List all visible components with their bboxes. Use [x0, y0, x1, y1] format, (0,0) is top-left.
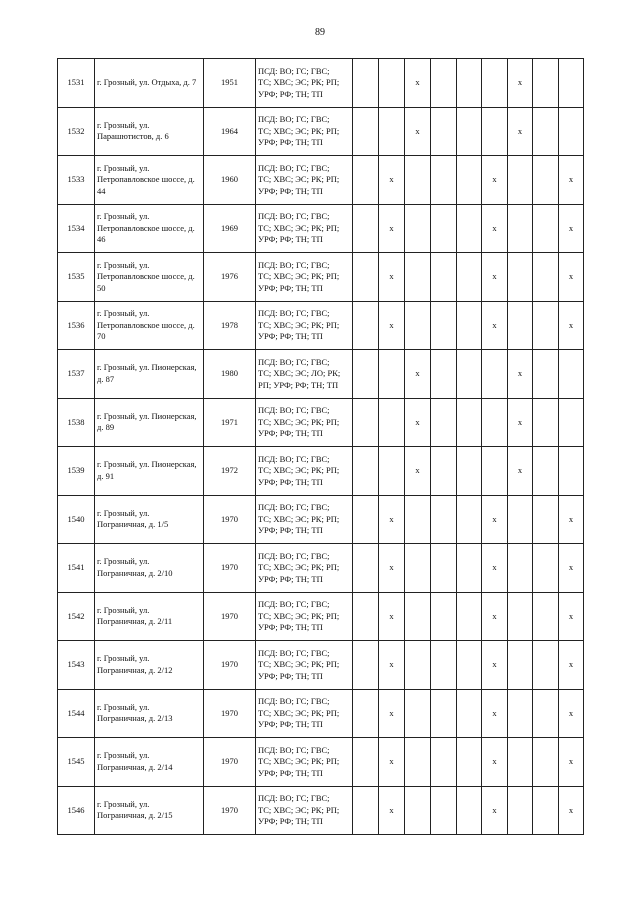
- mark-cell: [508, 738, 533, 787]
- mark-cell: [379, 107, 405, 156]
- mark-cell: [508, 592, 533, 641]
- mark-cell: [431, 495, 457, 544]
- mark-cell: [353, 447, 379, 496]
- mark-cell: x: [559, 641, 584, 690]
- systems-line: УРФ; РФ; ТН; ТП: [258, 234, 323, 244]
- mark-cell: [431, 447, 457, 496]
- table-row: [58, 786, 584, 835]
- address-cell: г. Грозный, ул. Пограничная, д. 2/10: [95, 544, 204, 593]
- systems-line: УРФ; РФ; ТН; ТП: [258, 816, 323, 826]
- systems-line: ТС; ХВС; ЭС; РК; РП;: [258, 513, 340, 524]
- mark-cell: x: [482, 786, 508, 835]
- housing-register-table: [57, 58, 584, 835]
- systems-line: ТС; ХВС; ЭС; РК; РП;: [258, 125, 340, 136]
- mark-cell: [559, 59, 584, 108]
- systems-cell: [256, 544, 353, 593]
- table-row: [58, 398, 584, 447]
- year-cell: 1964: [204, 107, 256, 156]
- mark-cell: [405, 253, 431, 302]
- mark-cell: x: [482, 301, 508, 350]
- mark-cell: [559, 447, 584, 496]
- systems-line: ТС; ХВС; ЭС; РК; РП;: [258, 222, 340, 233]
- mark-cell: [508, 786, 533, 835]
- mark-cell: [533, 689, 559, 738]
- systems-line: ПСД: ВО; ГС; ГВС;: [258, 793, 330, 803]
- row-number-cell: 1531: [58, 59, 95, 108]
- systems-line: ТС; ХВС; ЭС; РК; РП;: [258, 707, 340, 718]
- table-row: [58, 350, 584, 399]
- systems-line: ТС; ХВС; ЭС; РК; РП;: [258, 416, 340, 427]
- mark-cell: x: [559, 592, 584, 641]
- row-number-cell: 1542: [58, 592, 95, 641]
- systems-line: ТС; ХВС; ЭС; ЛО; РК;: [258, 368, 341, 378]
- mark-cell: [431, 253, 457, 302]
- mark-cell: [482, 398, 508, 447]
- year-cell: 1969: [204, 204, 256, 253]
- mark-cell: [508, 204, 533, 253]
- systems-cell: [256, 350, 353, 399]
- year-cell: 1970: [204, 786, 256, 835]
- table-row: [58, 592, 584, 641]
- mark-cell: [457, 495, 482, 544]
- year-cell: 1978: [204, 301, 256, 350]
- address-cell: г. Грозный, ул. Пограничная, д. 1/5: [95, 495, 204, 544]
- systems-line: УРФ; РФ; ТН; ТП: [258, 622, 323, 632]
- row-number-cell: 1536: [58, 301, 95, 350]
- row-number-cell: 1532: [58, 107, 95, 156]
- mark-cell: x: [559, 495, 584, 544]
- mark-cell: [431, 738, 457, 787]
- mark-cell: [482, 350, 508, 399]
- row-number-cell: 1540: [58, 495, 95, 544]
- mark-cell: [533, 592, 559, 641]
- year-cell: 1970: [204, 738, 256, 787]
- mark-cell: [431, 641, 457, 690]
- mark-cell: x: [379, 786, 405, 835]
- systems-line: ПСД: ВО; ГС; ГВС;: [258, 599, 330, 609]
- mark-cell: [431, 350, 457, 399]
- address-cell: г. Грозный, ул. Пограничная, д. 2/11: [95, 592, 204, 641]
- mark-cell: [482, 447, 508, 496]
- systems-line: ПСД: ВО; ГС; ГВС;: [258, 405, 330, 415]
- mark-cell: [533, 350, 559, 399]
- mark-cell: [405, 204, 431, 253]
- systems-cell: [256, 786, 353, 835]
- mark-cell: [457, 689, 482, 738]
- systems-line: ПСД: ВО; ГС; ГВС;: [258, 453, 330, 464]
- systems-line: УРФ; РФ; ТН; ТП: [258, 428, 323, 438]
- mark-cell: [457, 544, 482, 593]
- systems-cell: [256, 592, 353, 641]
- mark-cell: x: [559, 544, 584, 593]
- mark-cell: [353, 398, 379, 447]
- mark-cell: x: [482, 495, 508, 544]
- address-cell: г. Грозный, ул. Пограничная, д. 2/15: [95, 786, 204, 835]
- mark-cell: [533, 641, 559, 690]
- mark-cell: [405, 786, 431, 835]
- year-cell: 1980: [204, 350, 256, 399]
- mark-cell: [533, 301, 559, 350]
- address-cell: г. Грозный, ул. Петропавловское шоссе, д. 50: [95, 253, 204, 302]
- mark-cell: x: [559, 301, 584, 350]
- systems-cell: [256, 689, 353, 738]
- mark-cell: [457, 156, 482, 205]
- systems-cell: [256, 204, 353, 253]
- mark-cell: [405, 301, 431, 350]
- address-cell: г. Грозный, ул. Парашютистов, д. 6: [95, 107, 204, 156]
- table-row: [58, 301, 584, 350]
- mark-cell: x: [559, 689, 584, 738]
- mark-cell: [353, 641, 379, 690]
- mark-cell: x: [482, 738, 508, 787]
- systems-cell: [256, 253, 353, 302]
- mark-cell: [482, 107, 508, 156]
- row-number-cell: 1544: [58, 689, 95, 738]
- mark-cell: [457, 107, 482, 156]
- systems-line: УРФ; РФ; ТН; ТП: [258, 573, 323, 584]
- table-row: [58, 495, 584, 544]
- mark-cell: [533, 156, 559, 205]
- mark-cell: [431, 204, 457, 253]
- row-number-cell: 1535: [58, 253, 95, 302]
- mark-cell: x: [559, 253, 584, 302]
- mark-cell: x: [559, 786, 584, 835]
- mark-cell: x: [379, 204, 405, 253]
- mark-cell: [533, 59, 559, 108]
- mark-cell: [405, 738, 431, 787]
- mark-cell: x: [379, 689, 405, 738]
- mark-cell: [508, 301, 533, 350]
- mark-cell: [457, 59, 482, 108]
- mark-cell: x: [559, 156, 584, 205]
- systems-line: УРФ; РФ; ТН; ТП: [258, 525, 323, 535]
- systems-line: ТС; ХВС; ЭС; РК; РП;: [258, 465, 340, 475]
- mark-cell: [431, 59, 457, 108]
- mark-cell: [457, 253, 482, 302]
- mark-cell: [353, 544, 379, 593]
- row-number-cell: 1546: [58, 786, 95, 835]
- mark-cell: [457, 447, 482, 496]
- mark-cell: [533, 398, 559, 447]
- mark-cell: x: [508, 398, 533, 447]
- systems-line: ПСД: ВО; ГС; ГВС;: [258, 744, 330, 755]
- address-cell: г. Грозный, ул. Петропавловское шоссе, д. 70: [95, 301, 204, 350]
- address-cell: г. Грозный, ул. Пионерская, д. 91: [95, 447, 204, 496]
- mark-cell: [508, 495, 533, 544]
- table-row: [58, 253, 584, 302]
- page-number: 89: [315, 27, 325, 38]
- year-cell: 1970: [204, 495, 256, 544]
- mark-cell: [353, 156, 379, 205]
- row-number-cell: 1541: [58, 544, 95, 593]
- mark-cell: [353, 204, 379, 253]
- systems-line: УРФ; РФ; ТН; ТП: [258, 331, 323, 341]
- mark-cell: [482, 59, 508, 108]
- systems-line: ТС; ХВС; ЭС; РК; РП;: [258, 174, 340, 184]
- mark-cell: x: [559, 738, 584, 787]
- mark-cell: [379, 350, 405, 399]
- systems-line: ТС; ХВС; ЭС; РК; РП;: [258, 659, 340, 669]
- mark-cell: x: [405, 350, 431, 399]
- mark-cell: x: [379, 301, 405, 350]
- year-cell: 1971: [204, 398, 256, 447]
- row-number-cell: 1538: [58, 398, 95, 447]
- mark-cell: [379, 398, 405, 447]
- mark-cell: [533, 107, 559, 156]
- table-row: [58, 156, 584, 205]
- systems-line: ПСД: ВО; ГС; ГВС;: [258, 502, 330, 512]
- mark-cell: x: [482, 156, 508, 205]
- year-cell: 1951: [204, 59, 256, 108]
- year-cell: 1972: [204, 447, 256, 496]
- mark-cell: x: [379, 641, 405, 690]
- systems-line: ТС; ХВС; ЭС; РК; РП;: [258, 562, 340, 572]
- systems-line: УРФ; РФ; ТН; ТП: [258, 670, 323, 681]
- systems-cell: [256, 156, 353, 205]
- mark-cell: [533, 253, 559, 302]
- mark-cell: [508, 544, 533, 593]
- mark-cell: x: [508, 350, 533, 399]
- year-cell: 1970: [204, 641, 256, 690]
- mark-cell: x: [405, 447, 431, 496]
- systems-line: УРФ; РФ; ТН; ТП: [258, 88, 323, 99]
- address-cell: г. Грозный, ул. Петропавловское шоссе, д. 46: [95, 204, 204, 253]
- table-row: [58, 447, 584, 496]
- mark-cell: x: [482, 253, 508, 302]
- mark-cell: x: [379, 592, 405, 641]
- mark-cell: [353, 495, 379, 544]
- mark-cell: x: [379, 544, 405, 593]
- mark-cell: [559, 398, 584, 447]
- table-body: [58, 59, 584, 835]
- row-number-cell: 1533: [58, 156, 95, 205]
- mark-cell: [457, 398, 482, 447]
- table-row: [58, 204, 584, 253]
- systems-line: УРФ; РФ; ТН; ТП: [258, 137, 323, 147]
- mark-cell: [457, 592, 482, 641]
- systems-line: ПСД: ВО; ГС; ГВС;: [258, 356, 330, 367]
- mark-cell: [405, 689, 431, 738]
- mark-cell: [508, 253, 533, 302]
- systems-cell: [256, 641, 353, 690]
- systems-line: УРФ; РФ; ТН; ТП: [258, 476, 323, 487]
- mark-cell: [431, 156, 457, 205]
- systems-cell: [256, 738, 353, 787]
- systems-line: ТС; ХВС; ЭС; РК; РП;: [258, 271, 340, 281]
- row-number-cell: 1539: [58, 447, 95, 496]
- year-cell: 1970: [204, 689, 256, 738]
- systems-line: ПСД: ВО; ГС; ГВС;: [258, 114, 330, 124]
- mark-cell: [533, 204, 559, 253]
- mark-cell: [431, 301, 457, 350]
- mark-cell: [457, 738, 482, 787]
- mark-cell: x: [482, 544, 508, 593]
- mark-cell: [353, 689, 379, 738]
- systems-line: ТС; ХВС; ЭС; РК; РП;: [258, 610, 340, 621]
- systems-line: ТС; ХВС; ЭС; РК; РП;: [258, 77, 340, 87]
- systems-line: ТС; ХВС; ЭС; РК; РП;: [258, 756, 340, 766]
- row-number-cell: 1534: [58, 204, 95, 253]
- address-cell: г. Грозный, ул. Пионерская, д. 87: [95, 350, 204, 399]
- mark-cell: x: [405, 59, 431, 108]
- systems-line: УРФ; РФ; ТН; ТП: [258, 719, 323, 729]
- mark-cell: [405, 641, 431, 690]
- mark-cell: x: [405, 107, 431, 156]
- mark-cell: [533, 738, 559, 787]
- mark-cell: [457, 301, 482, 350]
- mark-cell: [353, 59, 379, 108]
- mark-cell: [405, 592, 431, 641]
- mark-cell: [559, 350, 584, 399]
- systems-cell: [256, 59, 353, 108]
- row-number-cell: 1537: [58, 350, 95, 399]
- year-cell: 1970: [204, 592, 256, 641]
- mark-cell: x: [379, 156, 405, 205]
- table-row: [58, 59, 584, 108]
- mark-cell: [353, 738, 379, 787]
- mark-cell: x: [482, 204, 508, 253]
- mark-cell: [533, 786, 559, 835]
- table-row: [58, 544, 584, 593]
- systems-cell: [256, 447, 353, 496]
- mark-cell: [353, 301, 379, 350]
- systems-line: РП; УРФ; РФ; ТН; ТП: [258, 379, 339, 390]
- mark-cell: [405, 544, 431, 593]
- mark-cell: [379, 59, 405, 108]
- mark-cell: [353, 592, 379, 641]
- mark-cell: [431, 786, 457, 835]
- systems-line: ТС; ХВС; ЭС; РК; РП;: [258, 804, 340, 815]
- mark-cell: [431, 398, 457, 447]
- address-cell: г. Грозный, ул. Пограничная, д. 2/14: [95, 738, 204, 787]
- mark-cell: [353, 107, 379, 156]
- systems-cell: [256, 301, 353, 350]
- row-number-cell: 1545: [58, 738, 95, 787]
- address-cell: г. Грозный, ул. Пограничная, д. 2/12: [95, 641, 204, 690]
- mark-cell: x: [508, 447, 533, 496]
- mark-cell: [508, 641, 533, 690]
- systems-line: ПСД: ВО; ГС; ГВС;: [258, 647, 330, 658]
- mark-cell: x: [379, 495, 405, 544]
- systems-line: УРФ; РФ; ТН; ТП: [258, 185, 323, 196]
- mark-cell: x: [508, 107, 533, 156]
- mark-cell: x: [482, 689, 508, 738]
- mark-cell: [457, 641, 482, 690]
- address-cell: г. Грозный, ул. Пионерская, д. 89: [95, 398, 204, 447]
- mark-cell: [508, 689, 533, 738]
- table-row: [58, 689, 584, 738]
- systems-cell: [256, 107, 353, 156]
- year-cell: 1970: [204, 544, 256, 593]
- table-row: [58, 738, 584, 787]
- mark-cell: [508, 156, 533, 205]
- mark-cell: [431, 592, 457, 641]
- address-cell: г. Грозный, ул. Пограничная, д. 2/13: [95, 689, 204, 738]
- systems-line: УРФ; РФ; ТН; ТП: [258, 282, 323, 293]
- mark-cell: x: [379, 738, 405, 787]
- mark-cell: [353, 350, 379, 399]
- mark-cell: [405, 495, 431, 544]
- mark-cell: x: [559, 204, 584, 253]
- mark-cell: [353, 253, 379, 302]
- mark-cell: [457, 350, 482, 399]
- systems-cell: [256, 398, 353, 447]
- mark-cell: [559, 107, 584, 156]
- table-row: [58, 107, 584, 156]
- mark-cell: [379, 447, 405, 496]
- systems-line: ПСД: ВО; ГС; ГВС;: [258, 696, 330, 706]
- address-cell: г. Грозный, ул. Отдыха, д. 7: [95, 59, 204, 108]
- systems-cell: [256, 495, 353, 544]
- systems-line: ТС; ХВС; ЭС; РК; РП;: [258, 319, 340, 330]
- year-cell: 1960: [204, 156, 256, 205]
- systems-line: УРФ; РФ; ТН; ТП: [258, 767, 323, 778]
- mark-cell: [353, 786, 379, 835]
- mark-cell: [533, 495, 559, 544]
- mark-cell: x: [482, 641, 508, 690]
- mark-cell: x: [405, 398, 431, 447]
- systems-line: ПСД: ВО; ГС; ГВС;: [258, 308, 330, 318]
- systems-line: ПСД: ВО; ГС; ГВС;: [258, 211, 330, 221]
- mark-cell: [405, 156, 431, 205]
- address-cell: г. Грозный, ул. Петропавловское шоссе, д. 44: [95, 156, 204, 205]
- mark-cell: [457, 786, 482, 835]
- year-cell: 1976: [204, 253, 256, 302]
- systems-line: ПСД: ВО; ГС; ГВС;: [258, 65, 330, 76]
- row-number-cell: 1543: [58, 641, 95, 690]
- mark-cell: [457, 204, 482, 253]
- mark-cell: x: [379, 253, 405, 302]
- mark-cell: [431, 107, 457, 156]
- systems-line: ПСД: ВО; ГС; ГВС;: [258, 259, 330, 270]
- mark-cell: x: [508, 59, 533, 108]
- mark-cell: [533, 544, 559, 593]
- table-row: [58, 641, 584, 690]
- systems-line: ПСД: ВО; ГС; ГВС;: [258, 550, 330, 561]
- mark-cell: x: [482, 592, 508, 641]
- mark-cell: [533, 447, 559, 496]
- mark-cell: [431, 689, 457, 738]
- mark-cell: [431, 544, 457, 593]
- systems-line: ПСД: ВО; ГС; ГВС;: [258, 162, 330, 173]
